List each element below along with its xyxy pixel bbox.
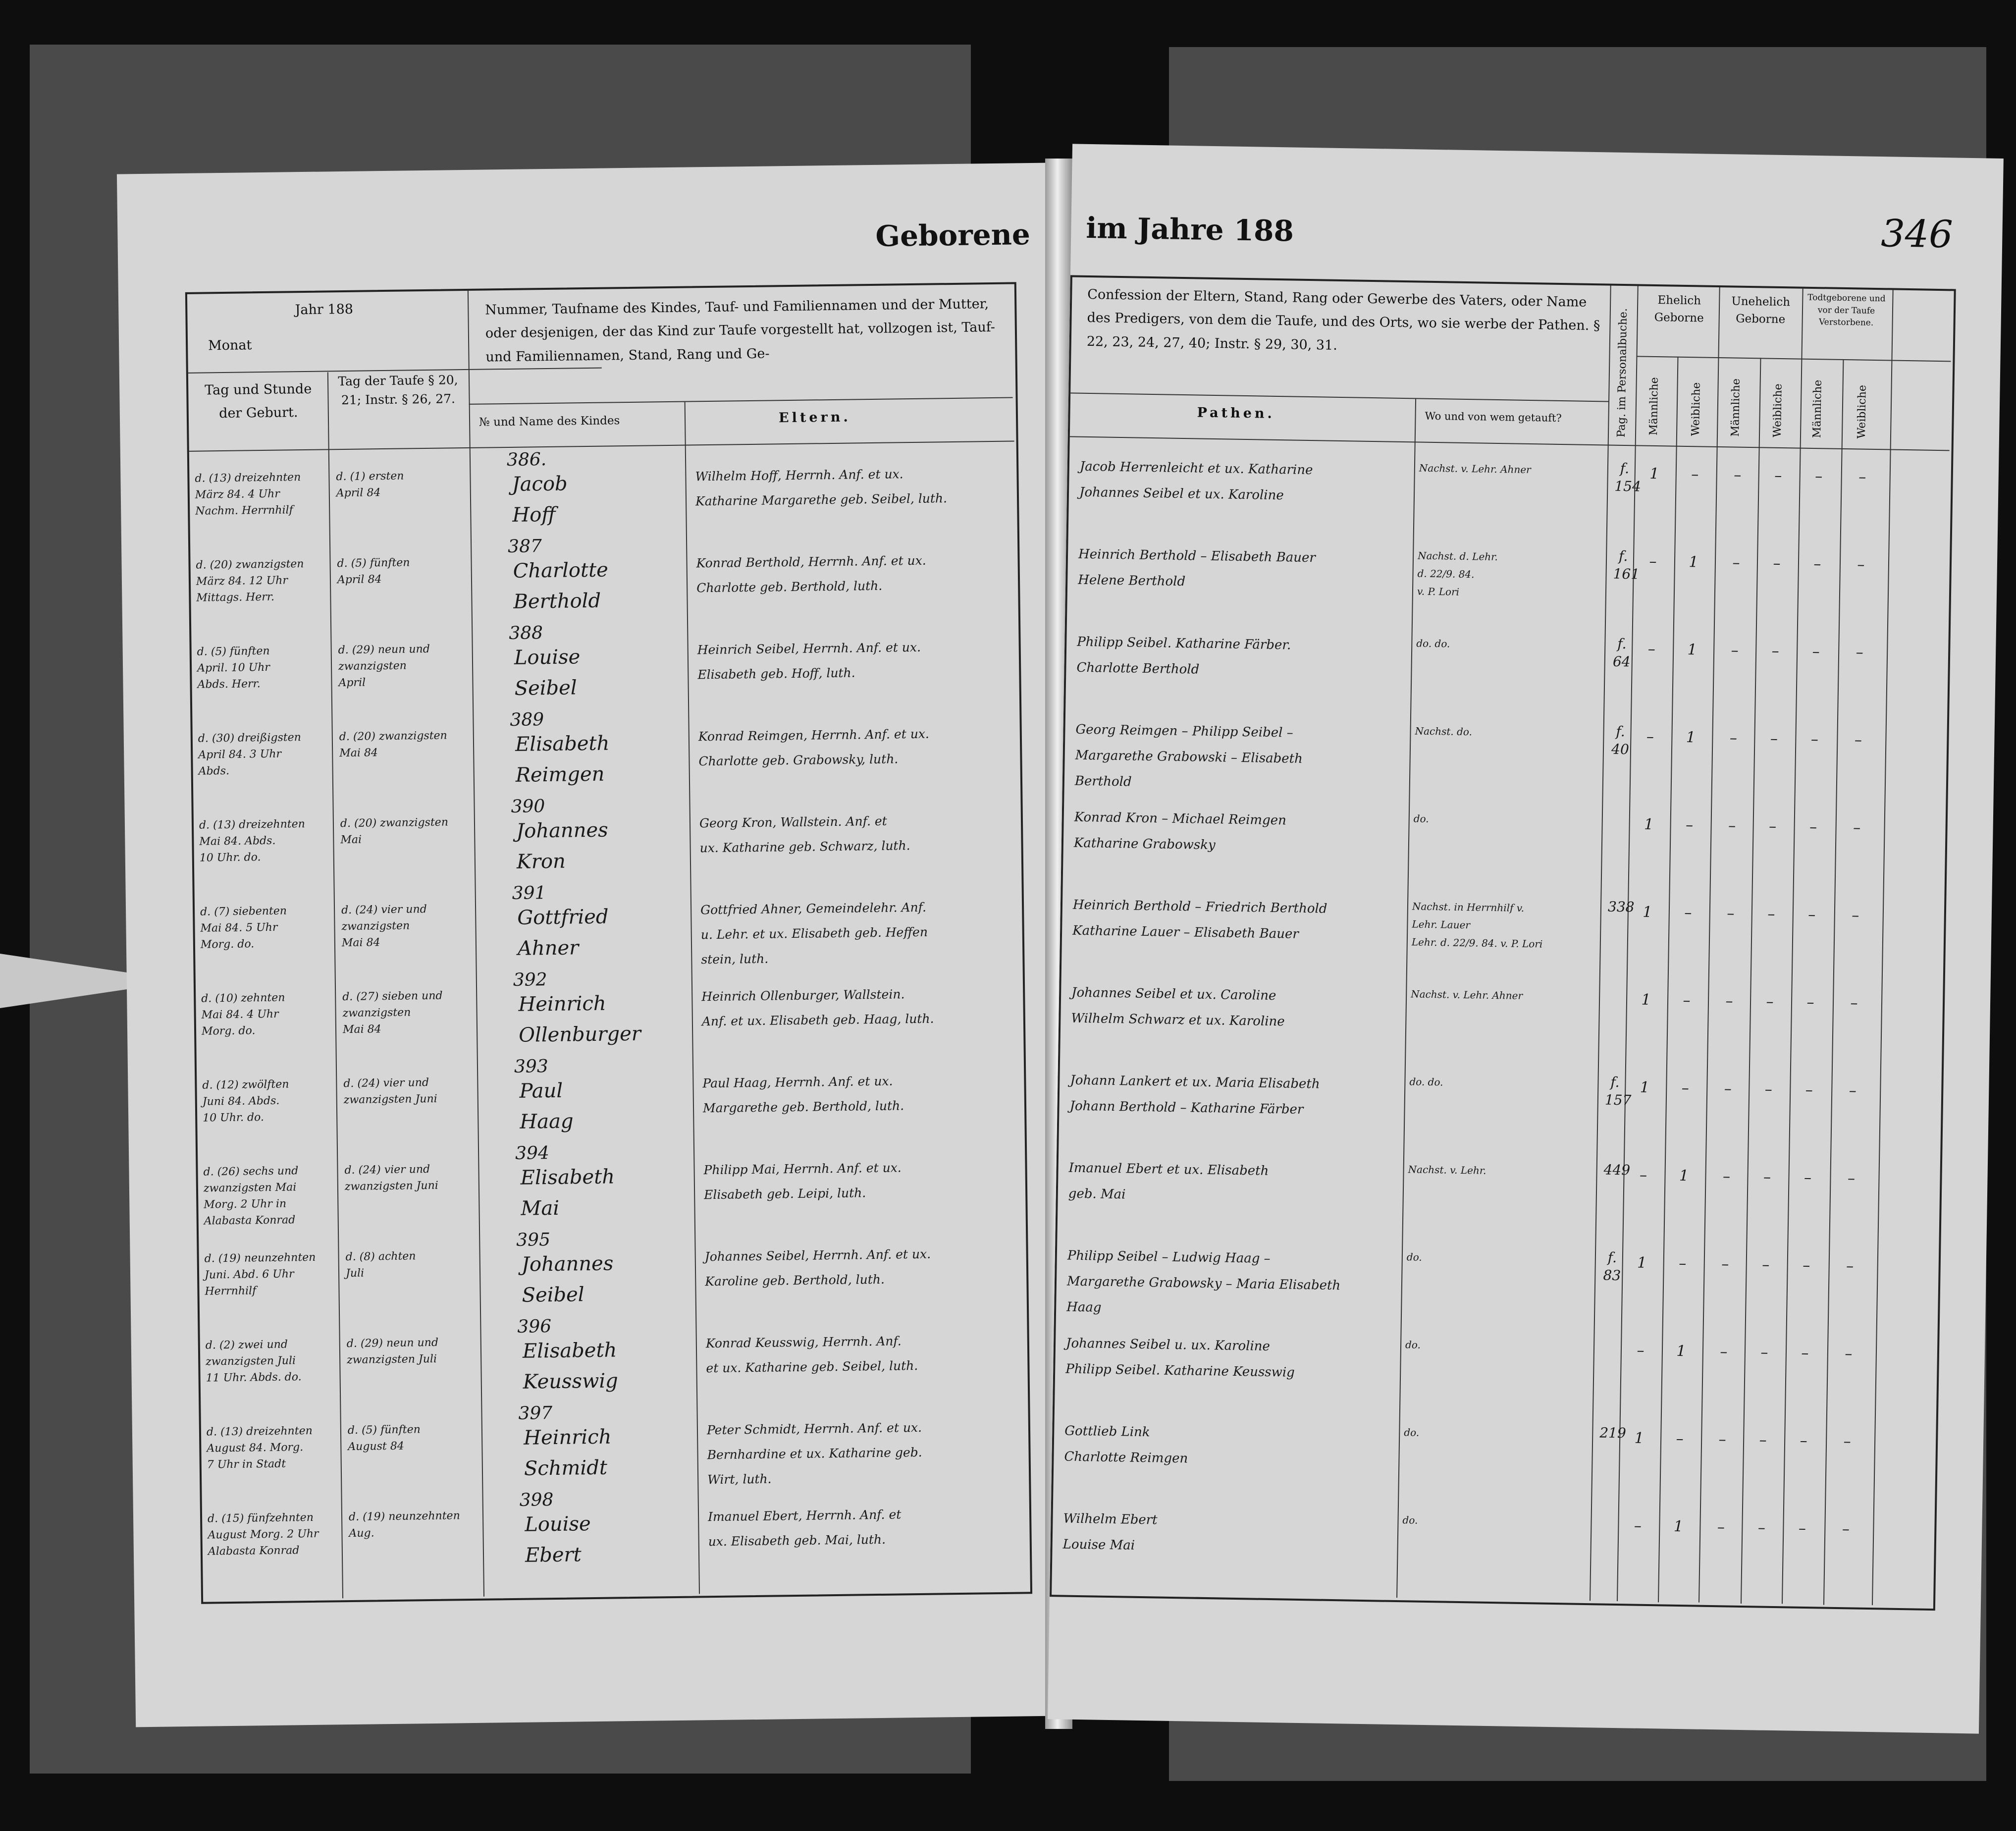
entry-baptism: d. (20) zwanzigsten Mai 84 [339, 729, 447, 760]
tot-weiblich-header: Weibliche [1855, 384, 1869, 439]
entry-child-name: Heinrich Schmidt [523, 1425, 612, 1480]
entry-pag: 449 [1603, 1161, 1631, 1179]
entry-parents: Imanuel Ebert, Herrnh. Anf. et ux. Elisabeth geb. Mai, luth. [707, 1507, 902, 1549]
tally-mark: – [1649, 552, 1657, 571]
tally-mark: 1 [1686, 729, 1696, 747]
entry-parents: Peter Schmidt, Herrnh. Anf. et ux. Bernhardine et ux. Katharine geb. Wirt, luth. [706, 1420, 922, 1487]
tally-mark: – [1764, 1080, 1773, 1098]
tally-mark: – [1842, 1520, 1850, 1538]
entry-baptism: d. (19) neunzehnten Aug. [348, 1509, 460, 1540]
tally-mark: – [1850, 994, 1858, 1012]
entry-birth: d. (12) zwölften Juni 84. Abds. 10 Uhr. do. [202, 1078, 289, 1125]
tally-mark: – [1760, 1344, 1768, 1361]
tally-mark: – [1759, 1431, 1767, 1449]
tally-mark: – [1800, 1432, 1807, 1450]
month-label: Monat [208, 337, 252, 354]
tally-mark: – [1761, 1256, 1770, 1274]
entry-sponsors: Konrad Kron – Michael Reimgen Katharine Grabowsky [1073, 809, 1287, 853]
entry-birth: d. (26) sechs und zwanzigsten Mai Morg. 2 Uhr in Alabasta Konrad [203, 1165, 299, 1228]
tally-mark: – [1770, 730, 1778, 748]
tally-mark: – [1724, 1080, 1732, 1098]
entry-baptism: d. (5) fünften April 84 [337, 556, 410, 587]
entry-baptism: d. (29) neun und zwanzigsten April [338, 643, 430, 690]
main-col-header-left: Nummer, Taufname des Kindes, Tauf- und Familiennamen und der Mutter, oder desjenigen, der das Kind zur Taufe vorgestellt hat, vollzogen ist, Tauf- und Familiennamen, Stand, Rang und Ge- [485, 296, 996, 365]
tally-mark: 1 [1643, 903, 1652, 921]
tally-mark: 1 [1634, 1429, 1645, 1447]
entry-birth: d. (19) neunzehnten Juni. Abd. 6 Uhr Herrnhilf [204, 1251, 316, 1298]
entry-birth: d. (30) dreißigsten April 84. 3 Uhr Abds. [198, 731, 302, 778]
entry-parents: Konrad Keusswig, Herrnh. Anf. et ux. Katharine geb. Seibel, luth. [705, 1334, 918, 1376]
entry-sponsors: Johann Lankert et ux. Maria Elisabeth Johann Berthold – Katharine Färber [1069, 1073, 1320, 1117]
tally-mark: – [1856, 644, 1863, 661]
tally-mark: – [1806, 993, 1814, 1012]
tally-mark: – [1854, 731, 1862, 749]
entry-number: 396 [517, 1316, 552, 1337]
tally-mark: 1 [1673, 1517, 1684, 1536]
main-col-header-right: Confession der Eltern, Stand, Rang oder Gewerbe des Vaters, oder Name des Predigers, von dem die Taufe, und des Orts, wo sie werbe der Pathen. § 22, 23, 24, 27, 40; Instr. § 29, 30, 31. [1086, 286, 1600, 353]
entry-sponsors: Johannes Seibel et ux. Caroline Wilhelm Schwarz et ux. Karoline [1071, 985, 1285, 1029]
entry-sponsors: Heinrich Berthold – Friedrich Berthold Katharine Lauer – Elisabeth Bauer [1072, 897, 1327, 942]
tally-mark: 1 [1679, 1167, 1689, 1185]
tally-mark: – [1808, 906, 1816, 924]
entry-parents: Konrad Reimgen, Herrnh. Anf. et ux. Charlotte geb. Grabowsky, luth. [698, 726, 930, 769]
entry-baptized-where: Nachst. do. [1415, 725, 1473, 738]
entry-baptized-where: Nachst. v. Lehr. Ahner [1411, 988, 1523, 1002]
entry-child-name: Charlotte Berthold [513, 558, 609, 613]
tally-mark: – [1809, 818, 1817, 836]
birth-col-header: Tag und Stunde der Geburt. [205, 381, 312, 422]
tally-mark: – [1857, 556, 1865, 574]
entry-baptized-where: do. [1405, 1339, 1421, 1351]
entry-child-name: Johannes Kron [516, 818, 608, 873]
entry-baptism: d. (24) vier und zwanzigsten Mai 84 [341, 903, 427, 950]
entry-sponsors: Johannes Seibel u. ux. Karoline Philipp Seibel. Katharine Keusswig [1065, 1336, 1295, 1380]
baptism-col-header: Tag der Taufe § 20, 21; Instr. § 26, 27. [338, 373, 458, 407]
entry-pag: 338 [1607, 898, 1635, 916]
entry-number: 386. [506, 449, 547, 470]
page-title-right: im Jahre 188 [1085, 211, 1294, 248]
folio-number: 346 [1880, 211, 1954, 257]
entry-baptized-where: do. [1404, 1426, 1420, 1439]
entry-child-name: Paul Haag [519, 1079, 574, 1133]
entry-number: 390 [511, 796, 545, 817]
entry-birth: d. (5) fünften April. 10 Uhr Abds. Herr. [197, 645, 270, 691]
unehelich-header: Unehelich Geborne [1731, 295, 1791, 326]
tally-mark: – [1634, 1517, 1642, 1535]
tally-mark: – [1858, 468, 1866, 486]
year-label: Jahr 188 [295, 301, 354, 318]
tally-mark: – [1731, 642, 1739, 659]
tally-mark: – [1639, 1166, 1647, 1184]
tally-mark: – [1802, 1256, 1810, 1275]
entry-child-name: Louise Seibel [514, 646, 581, 700]
entry-pag: f. 83 [1603, 1249, 1621, 1284]
entry-baptized-where: do. do. [1409, 1076, 1443, 1088]
entry-number: 387 [507, 536, 542, 557]
tally-mark: – [1810, 730, 1819, 749]
tally-mark: 1 [1676, 1342, 1686, 1360]
entry-parents: Gottfried Ahner, Gemeindelehr. Anf. u. Lehr. et ux. Elisabeth geb. Heffen stein, luth. [700, 900, 928, 967]
entry-parents: Johannes Seibel, Herrnh. Anf. et ux. Karoline geb. Berthold, luth. [704, 1246, 931, 1289]
tally-mark: – [1804, 1169, 1812, 1187]
entry-sponsors: Wilhelm Ebert Louise Mai [1062, 1511, 1158, 1553]
entry-child-name: Jacob Hoff [512, 472, 568, 527]
tally-mark: – [1729, 729, 1738, 747]
tally-mark: – [1801, 1344, 1809, 1362]
tally-mark: 1 [1637, 1254, 1647, 1272]
tally-mark: – [1728, 817, 1736, 835]
tally-mark: – [1676, 1430, 1684, 1448]
entry-parents: Wilhelm Hoff, Herrnh. Anf. et ux. Katharine Margarethe geb. Seibel, luth. [695, 467, 948, 509]
tally-mark: – [1774, 467, 1782, 485]
entry-parents: Heinrich Ollenburger, Wallstein. Anf. et ux. Elisabeth geb. Haag, luth. [701, 987, 934, 1029]
unehelich-maennlich-header: Männliche [1729, 378, 1743, 437]
tally-mark: – [1853, 819, 1861, 837]
entry-sponsors: Gottlieb Link Charlotte Reimgen [1064, 1423, 1188, 1466]
tally-mark: 1 [1641, 991, 1651, 1009]
entry-pag: f. 64 [1612, 635, 1631, 670]
entry-parents: Georg Kron, Wallstein. Anf. et ux. Katharine geb. Schwarz, luth. [699, 813, 910, 856]
tally-mark: – [1646, 728, 1654, 746]
tally-mark: 1 [1687, 641, 1698, 659]
entry-baptism: d. (29) neun und zwanzigsten Juli [346, 1336, 439, 1367]
tally-mark: – [1727, 905, 1735, 922]
tally-mark: – [1757, 1519, 1766, 1537]
tally-mark: – [1681, 1079, 1690, 1097]
entry-baptism: d. (8) achten Juli [345, 1250, 416, 1280]
tally-mark: 1 [1689, 553, 1698, 571]
tally-mark: – [1691, 466, 1699, 484]
tally-mark: 1 [1644, 815, 1654, 834]
entry-baptism: d. (24) vier und zwanzigsten Juni [344, 1163, 439, 1193]
entry-baptized-where: do. [1406, 1251, 1422, 1263]
entry-baptism: d. (20) zwanzigsten Mai [340, 816, 449, 847]
tally-mark: – [1720, 1343, 1728, 1361]
entry-parents: Paul Haag, Herrnh. Anf. et ux. Margarethe geb. Berthold, luth. [702, 1074, 904, 1116]
entry-baptized-where: Nachst. v. Lehr. [1408, 1163, 1486, 1177]
tally-mark: – [1771, 642, 1779, 660]
entry-baptized-where: do. [1402, 1514, 1418, 1526]
todtgeborene-header: Todtgeborene und vor der Taufe Verstorbene. [1807, 292, 1886, 328]
tally-mark: – [1722, 1168, 1731, 1185]
tally-mark: – [1732, 554, 1740, 572]
entry-number: 389 [510, 709, 544, 730]
entry-baptism: d. (24) vier und zwanzigsten Juni [343, 1077, 437, 1107]
tally-mark: – [1685, 816, 1694, 834]
entry-parents: Philipp Mai, Herrnh. Anf. et ux. Elisabeth geb. Leipi, luth. [703, 1160, 902, 1202]
entry-sponsors: Philipp Seibel. Katharine Färber. Charlotte Berthold [1076, 634, 1291, 677]
tally-mark: – [1718, 1431, 1726, 1449]
tally-mark: – [1814, 468, 1823, 485]
entry-child-name: Heinrich Ollenburger [518, 992, 641, 1047]
entry-birth: d. (13) dreizehnten Mai 84. Abds. 10 Uhr. do. [199, 818, 305, 864]
entry-sponsors: Philipp Seibel – Ludwig Haag – Margarethe Grabowsky – Maria Elisabeth Haag [1066, 1248, 1341, 1315]
tally-mark: – [1768, 817, 1777, 835]
tally-mark: – [1733, 466, 1742, 484]
entry-baptized-where: Nachst. d. Lehr. d. 22/9. 84. v. P. Lori [1417, 549, 1498, 598]
entry-number: 398 [519, 1490, 554, 1510]
tally-mark: – [1845, 1345, 1853, 1363]
entry-child-name: Gottfried Ahner [517, 905, 609, 960]
entry-number: 391 [512, 883, 546, 904]
entry-birth: d. (10) zehnten Mai 84. 4 Uhr Morg. do. [201, 991, 285, 1038]
entry-number: 395 [516, 1230, 551, 1250]
entry-child-name: Elisabeth Keusswig [522, 1339, 618, 1394]
tally-mark: – [1717, 1518, 1725, 1536]
entry-child-name: Elisabeth Mai [520, 1165, 615, 1220]
entry-birth: d. (20) zwanzigsten März 84. 12 Uhr Mittags. Herr. [196, 558, 304, 604]
tally-mark: – [1852, 907, 1859, 924]
tally-mark: – [1805, 1081, 1813, 1099]
tally-mark: – [1843, 1433, 1851, 1451]
entry-number: 397 [518, 1403, 553, 1424]
tally-mark: – [1766, 993, 1774, 1011]
entry-number: 394 [515, 1143, 550, 1164]
right-page [1048, 144, 2004, 1733]
entry-parents: Konrad Berthold, Herrnh. Anf. et ux. Charlotte geb. Berthold, luth. [696, 553, 926, 595]
entry-baptized-where: do. do. [1416, 637, 1450, 650]
tally-mark: – [1678, 1254, 1687, 1273]
where-col-header: Wo und von wem getauft? [1425, 410, 1562, 425]
tally-mark: – [1847, 1170, 1856, 1187]
tally-mark: – [1846, 1257, 1854, 1275]
entry-sponsors: Imanuel Ebert et ux. Elisabeth geb. Mai [1068, 1160, 1269, 1202]
unehelich-weiblich-header: Weibliche [1771, 383, 1785, 438]
entry-baptism: d. (1) ersten April 84 [336, 470, 404, 500]
entry-pag: f. 154 [1614, 460, 1642, 495]
tally-mark: 1 [1640, 1078, 1650, 1096]
entry-number: 388 [509, 623, 543, 644]
ehelich-weiblich-header: Weibliche [1689, 382, 1703, 436]
entry-baptized-where: Nachst. v. Lehr. Ahner [1419, 462, 1531, 476]
tally-mark: – [1773, 554, 1781, 572]
tally-mark: – [1849, 1082, 1857, 1100]
ehelich-header: Ehelich Geborne [1654, 294, 1704, 324]
entry-pag: f. 40 [1611, 723, 1630, 758]
parents-col-header: Eltern. [778, 409, 851, 426]
entry-pag: 219 [1599, 1424, 1627, 1442]
entry-baptized-where: do. [1413, 812, 1429, 825]
sponsors-col-header: Pathen. [1197, 405, 1275, 422]
tally-mark: – [1684, 904, 1692, 922]
tally-mark: – [1637, 1342, 1645, 1359]
tally-mark: – [1683, 992, 1691, 1010]
entry-pag: f. 157 [1604, 1074, 1632, 1109]
tally-mark: 1 [1649, 465, 1659, 483]
entry-sponsors: Georg Reimgen – Philipp Seibel – Margarethe Grabowski – Elisabeth Berthold [1074, 722, 1303, 790]
ehelich-maennlich-header: Männliche [1647, 377, 1661, 436]
entry-birth: d. (15) fünfzehnten August Morg. 2 Uhr Alabasta Konrad [207, 1511, 319, 1558]
entry-baptized-where: Nachst. in Herrnhilf v. Lehr. Lauer Lehr. d. 22/9. 84. v. P. Lori [1411, 900, 1543, 950]
entry-child-name: Louise Ebert [525, 1512, 591, 1567]
tally-mark: – [1721, 1255, 1729, 1273]
entry-parents: Heinrich Seibel, Herrnh. Anf. et ux. Elisabeth geb. Hoff, luth. [697, 640, 921, 682]
tally-mark: – [1767, 905, 1775, 923]
entry-pag: f. 161 [1613, 547, 1640, 583]
entry-sponsors: Jacob Herrenleicht et ux. Katharine Johannes Seibel et ux. Karoline [1079, 459, 1313, 503]
entry-birth: d. (13) dreizehnten März 84. 4 Uhr Nachm. Herrnhilf [195, 471, 301, 518]
tally-mark: – [1725, 992, 1733, 1010]
pag-col-header: Pag. im Personalbuche. [1615, 308, 1630, 438]
entry-sponsors: Heinrich Berthold – Elisabeth Bauer Helene Berthold [1078, 546, 1316, 590]
tally-mark: – [1647, 640, 1655, 658]
left-page [117, 163, 1064, 1727]
entry-birth: d. (2) zwei und zwanzigsten Juli 11 Uhr. Abds. do. [205, 1338, 302, 1385]
tally-mark: – [1812, 643, 1820, 661]
entry-number: 393 [514, 1056, 548, 1077]
entry-birth: d. (13) dreizehnten August 84. Morg. 7 Uhr in Stadt [206, 1424, 313, 1471]
entry-baptism: d. (5) fünften August 84 [347, 1423, 421, 1454]
entry-birth: d. (7) siebenten Mai 84. 5 Uhr Morg. do. [200, 905, 287, 951]
tally-mark: – [1763, 1168, 1771, 1186]
page-title-left: Geborene [875, 217, 1031, 253]
entry-child-name: Elisabeth Reimgen [515, 732, 610, 787]
child-col-header: № und Name des Kindes [478, 414, 620, 429]
entry-child-name: Johannes Seibel [521, 1252, 614, 1307]
entry-number: 392 [513, 969, 547, 990]
entry-baptism: d. (27) sieben und zwanzigsten Mai 84 [342, 989, 443, 1036]
tally-mark: – [1813, 555, 1821, 573]
tot-maennlich-header: Männliche [1810, 379, 1824, 438]
tally-mark: – [1798, 1519, 1806, 1538]
